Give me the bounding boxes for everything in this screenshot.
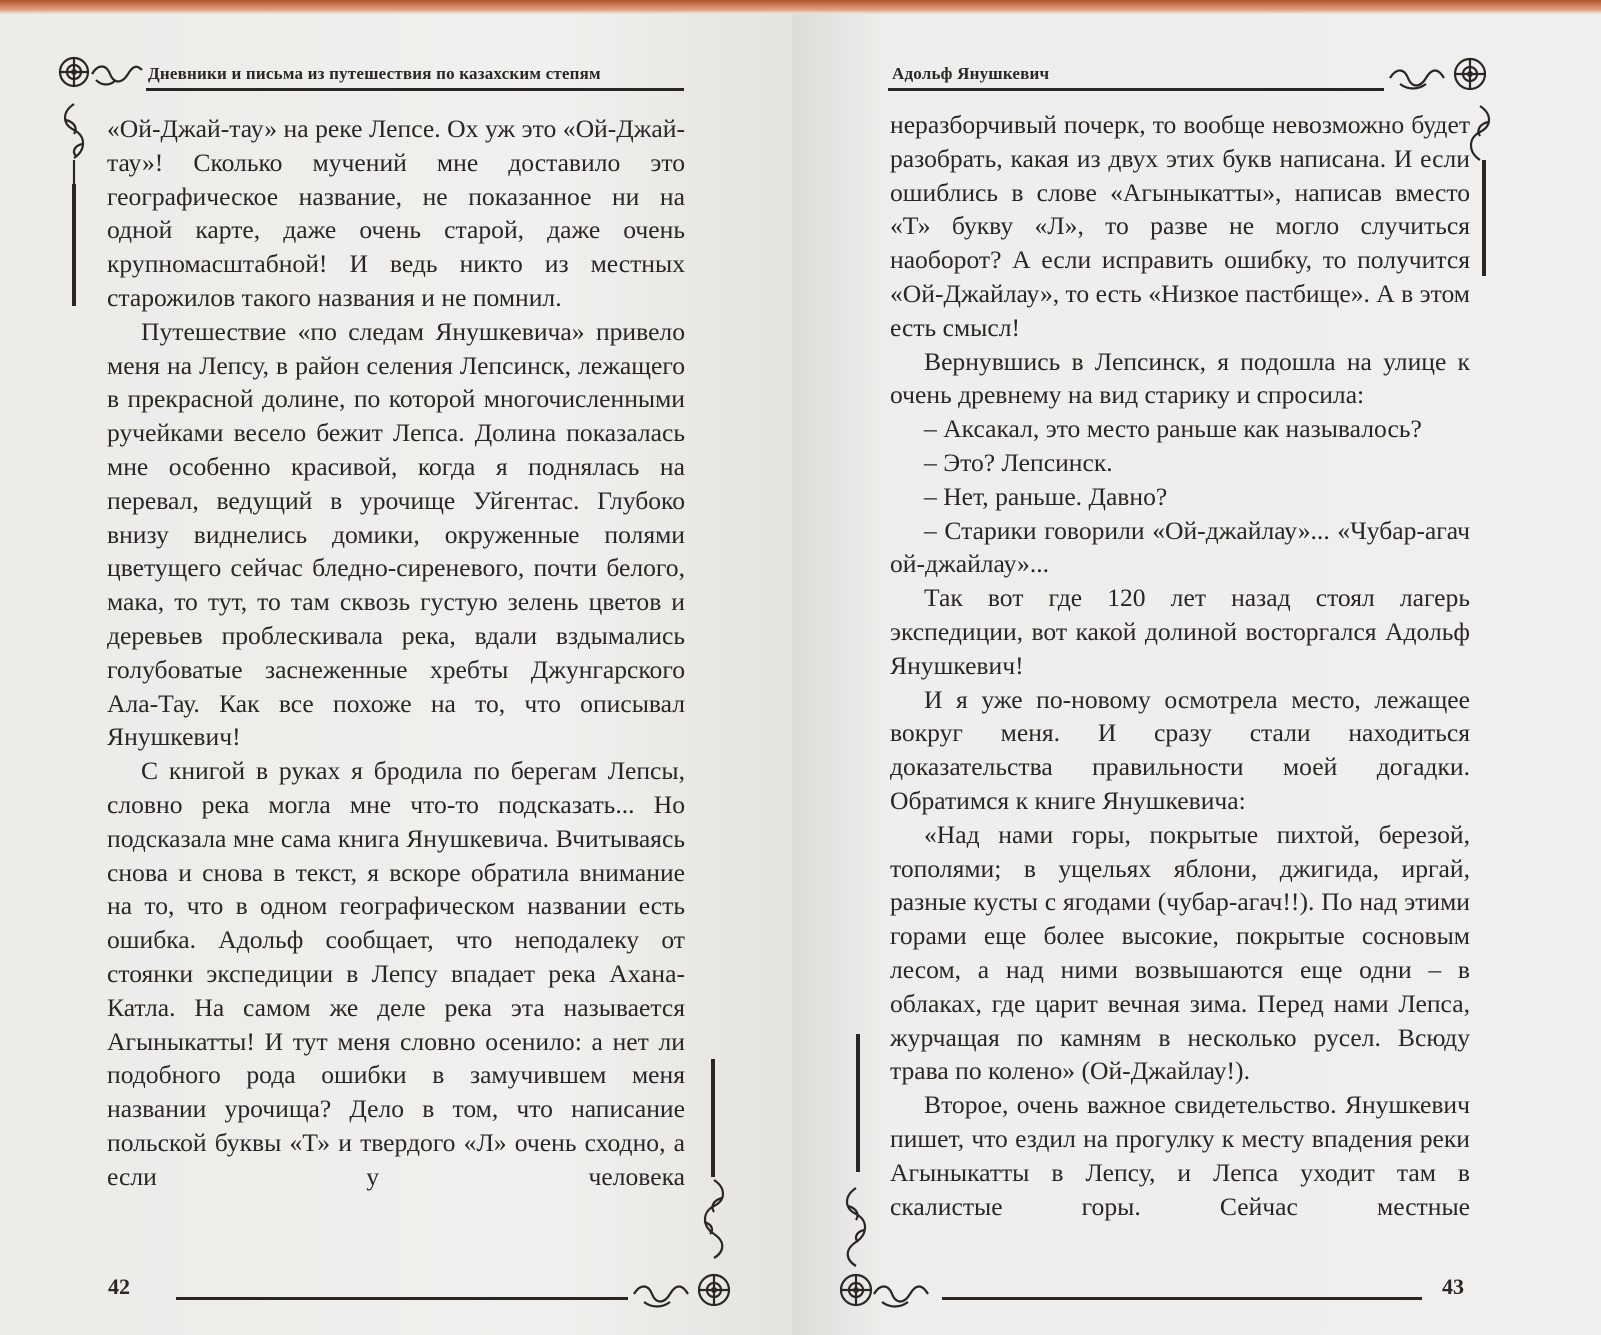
corner-ornament-icon: [834, 1184, 880, 1268]
vertical-rule-icon: [856, 1034, 860, 1172]
right-page: [792, 14, 1601, 1335]
paragraph: Второе, очень важное свидетельство. Янушкевич пишет, что ездил на прогулку к месту впадения реки Агыныкатты в Лепсу, и Лепса уходит там в скалистые горы. Сейчас местные: [890, 1090, 1470, 1221]
left-page: [0, 14, 792, 1335]
header-rule-left: [146, 88, 684, 91]
running-head-right: Адольф Янушкевич: [892, 64, 1050, 83]
paragraph: – Аксакал, это место раньше как называлось?: [924, 414, 1422, 444]
body-text-right: [890, 108, 1470, 1223]
footer-rule-right: [942, 1297, 1422, 1300]
corner-ornament-icon: [688, 1176, 738, 1260]
paragraph: – Это? Лепсинск.: [924, 447, 1113, 477]
footer-rule-left: [176, 1297, 628, 1300]
vertical-rule-icon: [72, 184, 76, 306]
paragraph: «Над нами горы, покрытые пихтой, березой, тополями; в ущельях яблони, джигида, иргай, разные кусты с ягодами (чубар-агач!!). По над этими горами еще более высокие, покрытые сосновым лесом, а над ними возвышаются еще одни – в облаках, где царит вечная зима. Перед нами Лепса, журчащая по камням в несколько русел. Всюду трава по колено» (Ой-Джайлау!).: [890, 819, 1470, 1086]
paragraph: Путешествие «по следам Янушкевича» привело меня на Лепсу, в район селения Лепсинск, лежащего в прекрасной долине, по которой многочисленными ручейками весело бежит Лепса. Долина показалась мне особенно красивой, когда я поднялась на перевал, ведущий в урочище Уйгентас. Глубоко внизу виднелись домики, окруженные полями цветущего сейчас бледно-сиреневого, почти белого, мака, то тут, то там сквозь густую зелень цветов и деревьев проблескивала река, вдали вздымались голубоватые заснеженные хребты Джунгарского Ала-Тау. Как все похоже на то, что описывал Янушкевич!: [107, 316, 685, 752]
page-number-right: 43: [1442, 1274, 1464, 1299]
cover-edge: [0, 0, 1601, 14]
paragraph: Так вот где 120 лет назад стоял лагерь экспедиции, вот какой долиной восторгался Адольф Янушкевич!: [890, 583, 1470, 680]
header-rule-right: [888, 88, 1384, 91]
body-text-left: [107, 112, 685, 1194]
corner-ornament-icon: [832, 1264, 942, 1316]
corner-ornament-icon: [56, 100, 96, 190]
running-head-left: Дневники и письма из путешествия по казахским степям: [148, 64, 601, 83]
corner-ornament-icon: [630, 1266, 740, 1316]
paragraph: – Старики говорили «Ой-джайлау»... «Чубар-агач ой-джайлау»...: [890, 515, 1470, 579]
vertical-rule-icon: [711, 1059, 715, 1177]
corner-ornament-icon: [52, 50, 152, 96]
paragraph: «Ой-Джай-тау» на реке Лепсе. Ох уж это «Ой-Джай-тау»! Сколько мучений мне доставило это географическое название, не показанное ни на одной карте, даже очень старой, даже очень крупномасштабной! И ведь никто из местных старожилов такого названия и не помнил.: [107, 114, 685, 312]
corner-ornament-icon: [1386, 50, 1496, 100]
paragraph: И я уже по-новому осмотрела место, лежащее вокруг меня. И сразу стали находиться доказательства правильности моей догадки. Обратимся к книге Янушкевича:: [890, 684, 1470, 815]
paragraph: неразборчивый почерк, то вообще невозможно будет разобрать, какая из двух этих букв написана. И если ошиблись в слове «Агыныкатты», написав вместо «Т» букву «Л», то разве не могло случиться наоборот? А если исправить ошибку, то получится «Ой-Джайлау», то есть «Низкое пастбище». А в этом есть смысл!: [890, 110, 1470, 342]
paragraph: – Нет, раньше. Давно?: [924, 481, 1168, 511]
vertical-rule-icon: [1482, 160, 1486, 276]
page-number-left: 42: [108, 1274, 130, 1299]
paragraph: Вернувшись в Лепсинск, я подошла на улице к очень древнему на вид старику и спросила:: [890, 346, 1470, 410]
paragraph: С книгой в руках я бродила по берегам Лепсы, словно река могла мне что-то подсказать... Но подсказала мне сама книга Янушкевича. Вчитываясь снова и снова в текст, я вскоре обратила внимание на то, что в одном географическом названии есть ошибка. Адольф сообщает, что неподалеку от стоянки экспедиции в Лепсу впадает река Ахана-Катла. На самом же деле река эта называется Агыныкатты! И тут меня словно осенило: а нет ли подобного рода ошибки в замучившем меня названии урочища? Дело в том, что написание польской буквы «Т» и твердого «Л» очень сходно, а если у человека: [107, 756, 685, 1191]
